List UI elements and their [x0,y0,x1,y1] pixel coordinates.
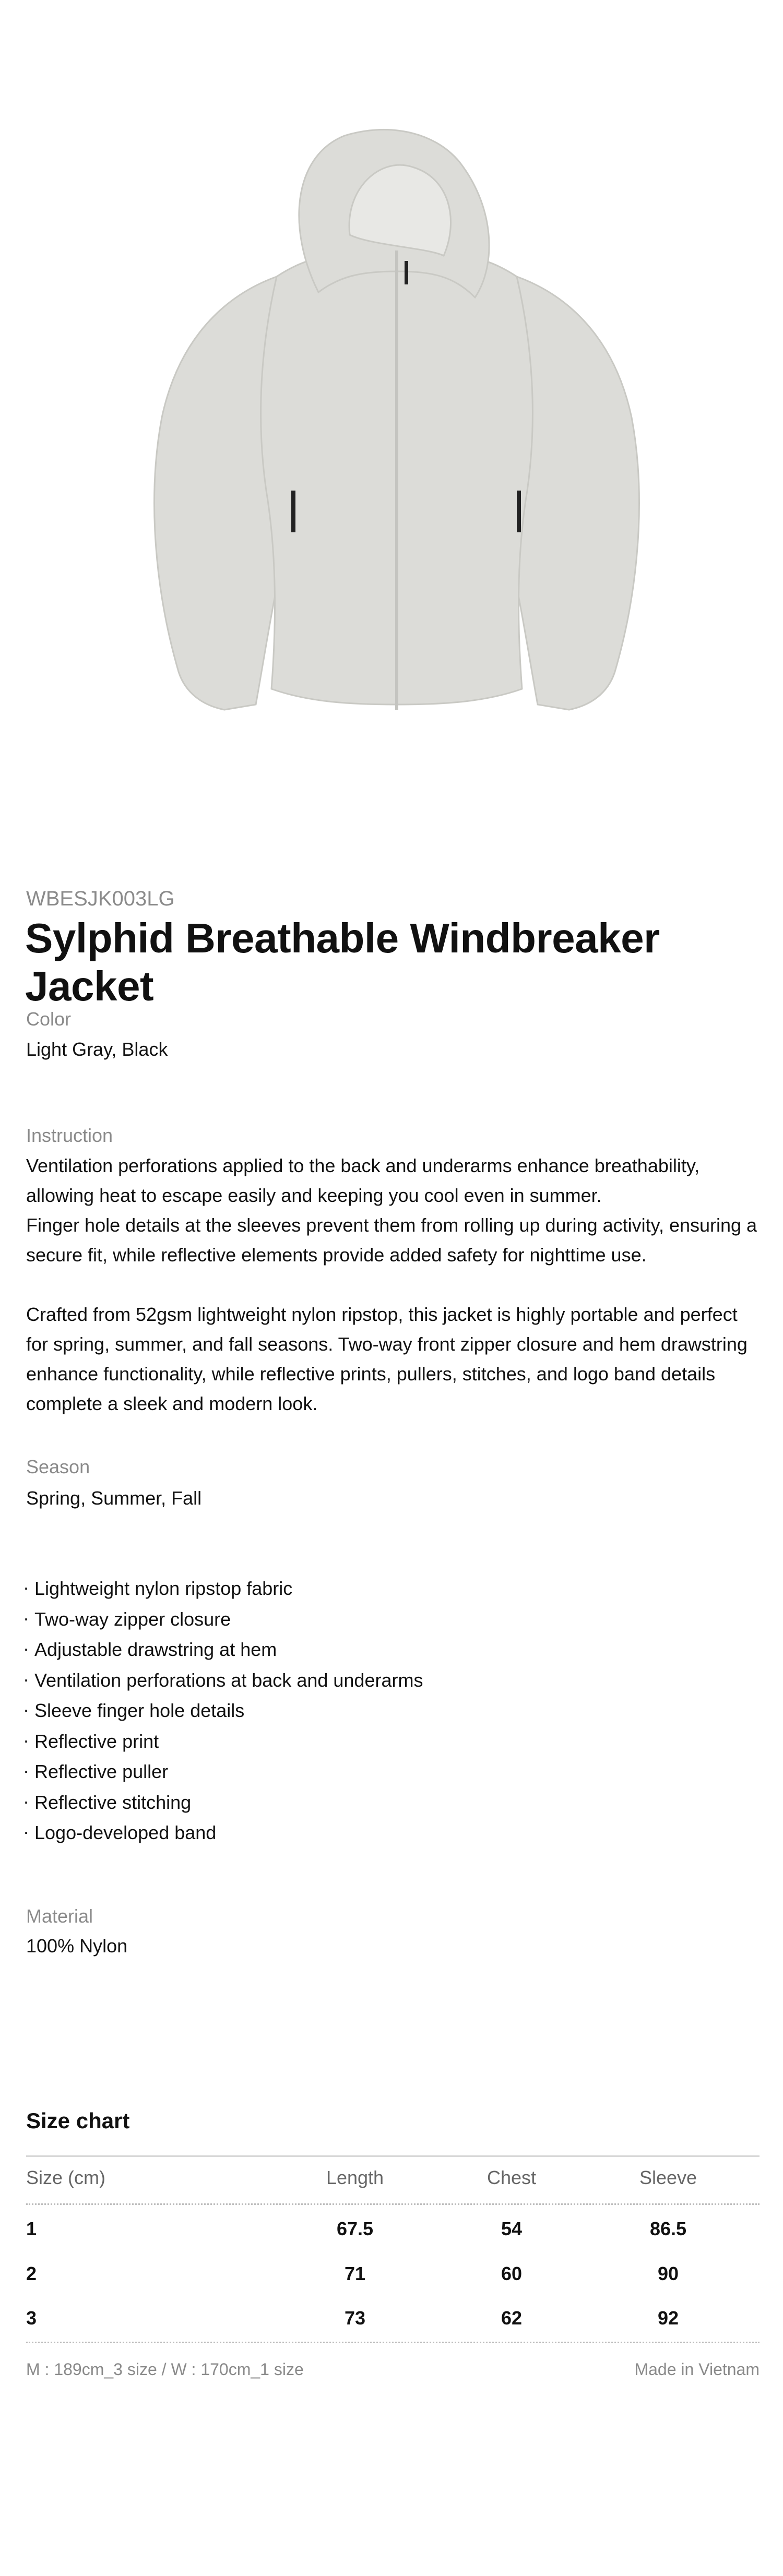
season-label: Season [26,1456,90,1477]
cell-sleeve: 86.5 [649,2218,687,2239]
cell-sleeve: 92 [657,2307,679,2329]
cell-chest: 60 [501,2263,523,2284]
color-label: Color [26,1008,72,1030]
cell-chest: 54 [501,2218,523,2239]
instruction-paragraph-2: Crafted from 52gsm lightweight nylon ripstop, this jacket is highly portable and perfect for spring, summer, and fall seasons. Two-way front zipper closure and hem drawstring enhance functionality, while reflective prints, pullers, stitches, and logo band details complete a sleek and modern look. [26,1304,748,1414]
table-row [26,2218,760,2249]
feature-item: · Lightweight nylon ripstop fabric [23,1573,423,1604]
feature-item: · Ventilation perforations at back and underarms [23,1665,423,1696]
feature-item: · Reflective stitching [23,1787,423,1818]
model-size-note: M : 189cm_3 size / W : 170cm_1 size [26,2360,304,2379]
feature-item: · Reflective puller [23,1757,423,1787]
cell-sleeve: 90 [657,2263,679,2284]
cell-length: 71 [344,2263,366,2284]
cell-chest: 62 [501,2307,523,2329]
size-chart-header [26,2167,760,2198]
color-value: Light Gray, Black [26,1039,168,1060]
material-label: Material [26,1905,93,1927]
size-chart-bottom-rule [26,2342,760,2343]
size-chart-top-rule [26,2155,760,2157]
cell-size: 3 [26,2307,37,2329]
cell-length: 67.5 [336,2218,374,2239]
material-value: 100% Nylon [26,1935,128,1957]
feature-item: · Logo-developed band [23,1818,423,1848]
instruction-label: Instruction [26,1125,113,1146]
cell-size: 2 [26,2263,37,2284]
cell-size: 1 [26,2218,37,2239]
feature-list [23,1573,423,1848]
instruction-paragraph-1a: Ventilation perforations applied to the back and underarms enhance breathability, allowing heat to escape easily and keeping you cool even in summer. [26,1155,700,1206]
header-chest: Chest [487,2167,537,2188]
instruction-text [26,1151,762,1418]
feature-item: · Sleeve finger hole details [23,1696,423,1726]
header-size: Size (cm) [26,2167,105,2188]
hood-toggle [405,261,408,284]
table-row [26,2307,760,2339]
header-sleeve: Sleeve [639,2167,697,2188]
drawcord-toggle-right [517,491,521,532]
size-chart-title: Size chart [26,2108,130,2133]
cell-length: 73 [344,2307,366,2329]
season-value: Spring, Summer, Fall [26,1487,202,1509]
feature-item: · Two-way zipper closure [23,1604,423,1635]
feature-item: · Adjustable drawstring at hem [23,1635,423,1665]
feature-item: · Reflective print [23,1726,423,1757]
origin-note: Made in Vietnam [634,2360,760,2379]
instruction-paragraph-1b: Finger hole details at the sleeves prevent them from rolling up during activity, ensuring a secure fit, while reflective elements provide added safety for nighttime use. [26,1214,757,1266]
product-title: Sylphid Breathable Windbreaker Jacket [25,915,660,1009]
size-chart-divider [26,2203,760,2205]
product-code: WBESJK003LG [26,887,175,910]
header-length: Length [326,2167,384,2188]
drawcord-toggle-left [291,491,295,532]
product-image-jacket [120,125,673,793]
table-row [26,2263,760,2294]
